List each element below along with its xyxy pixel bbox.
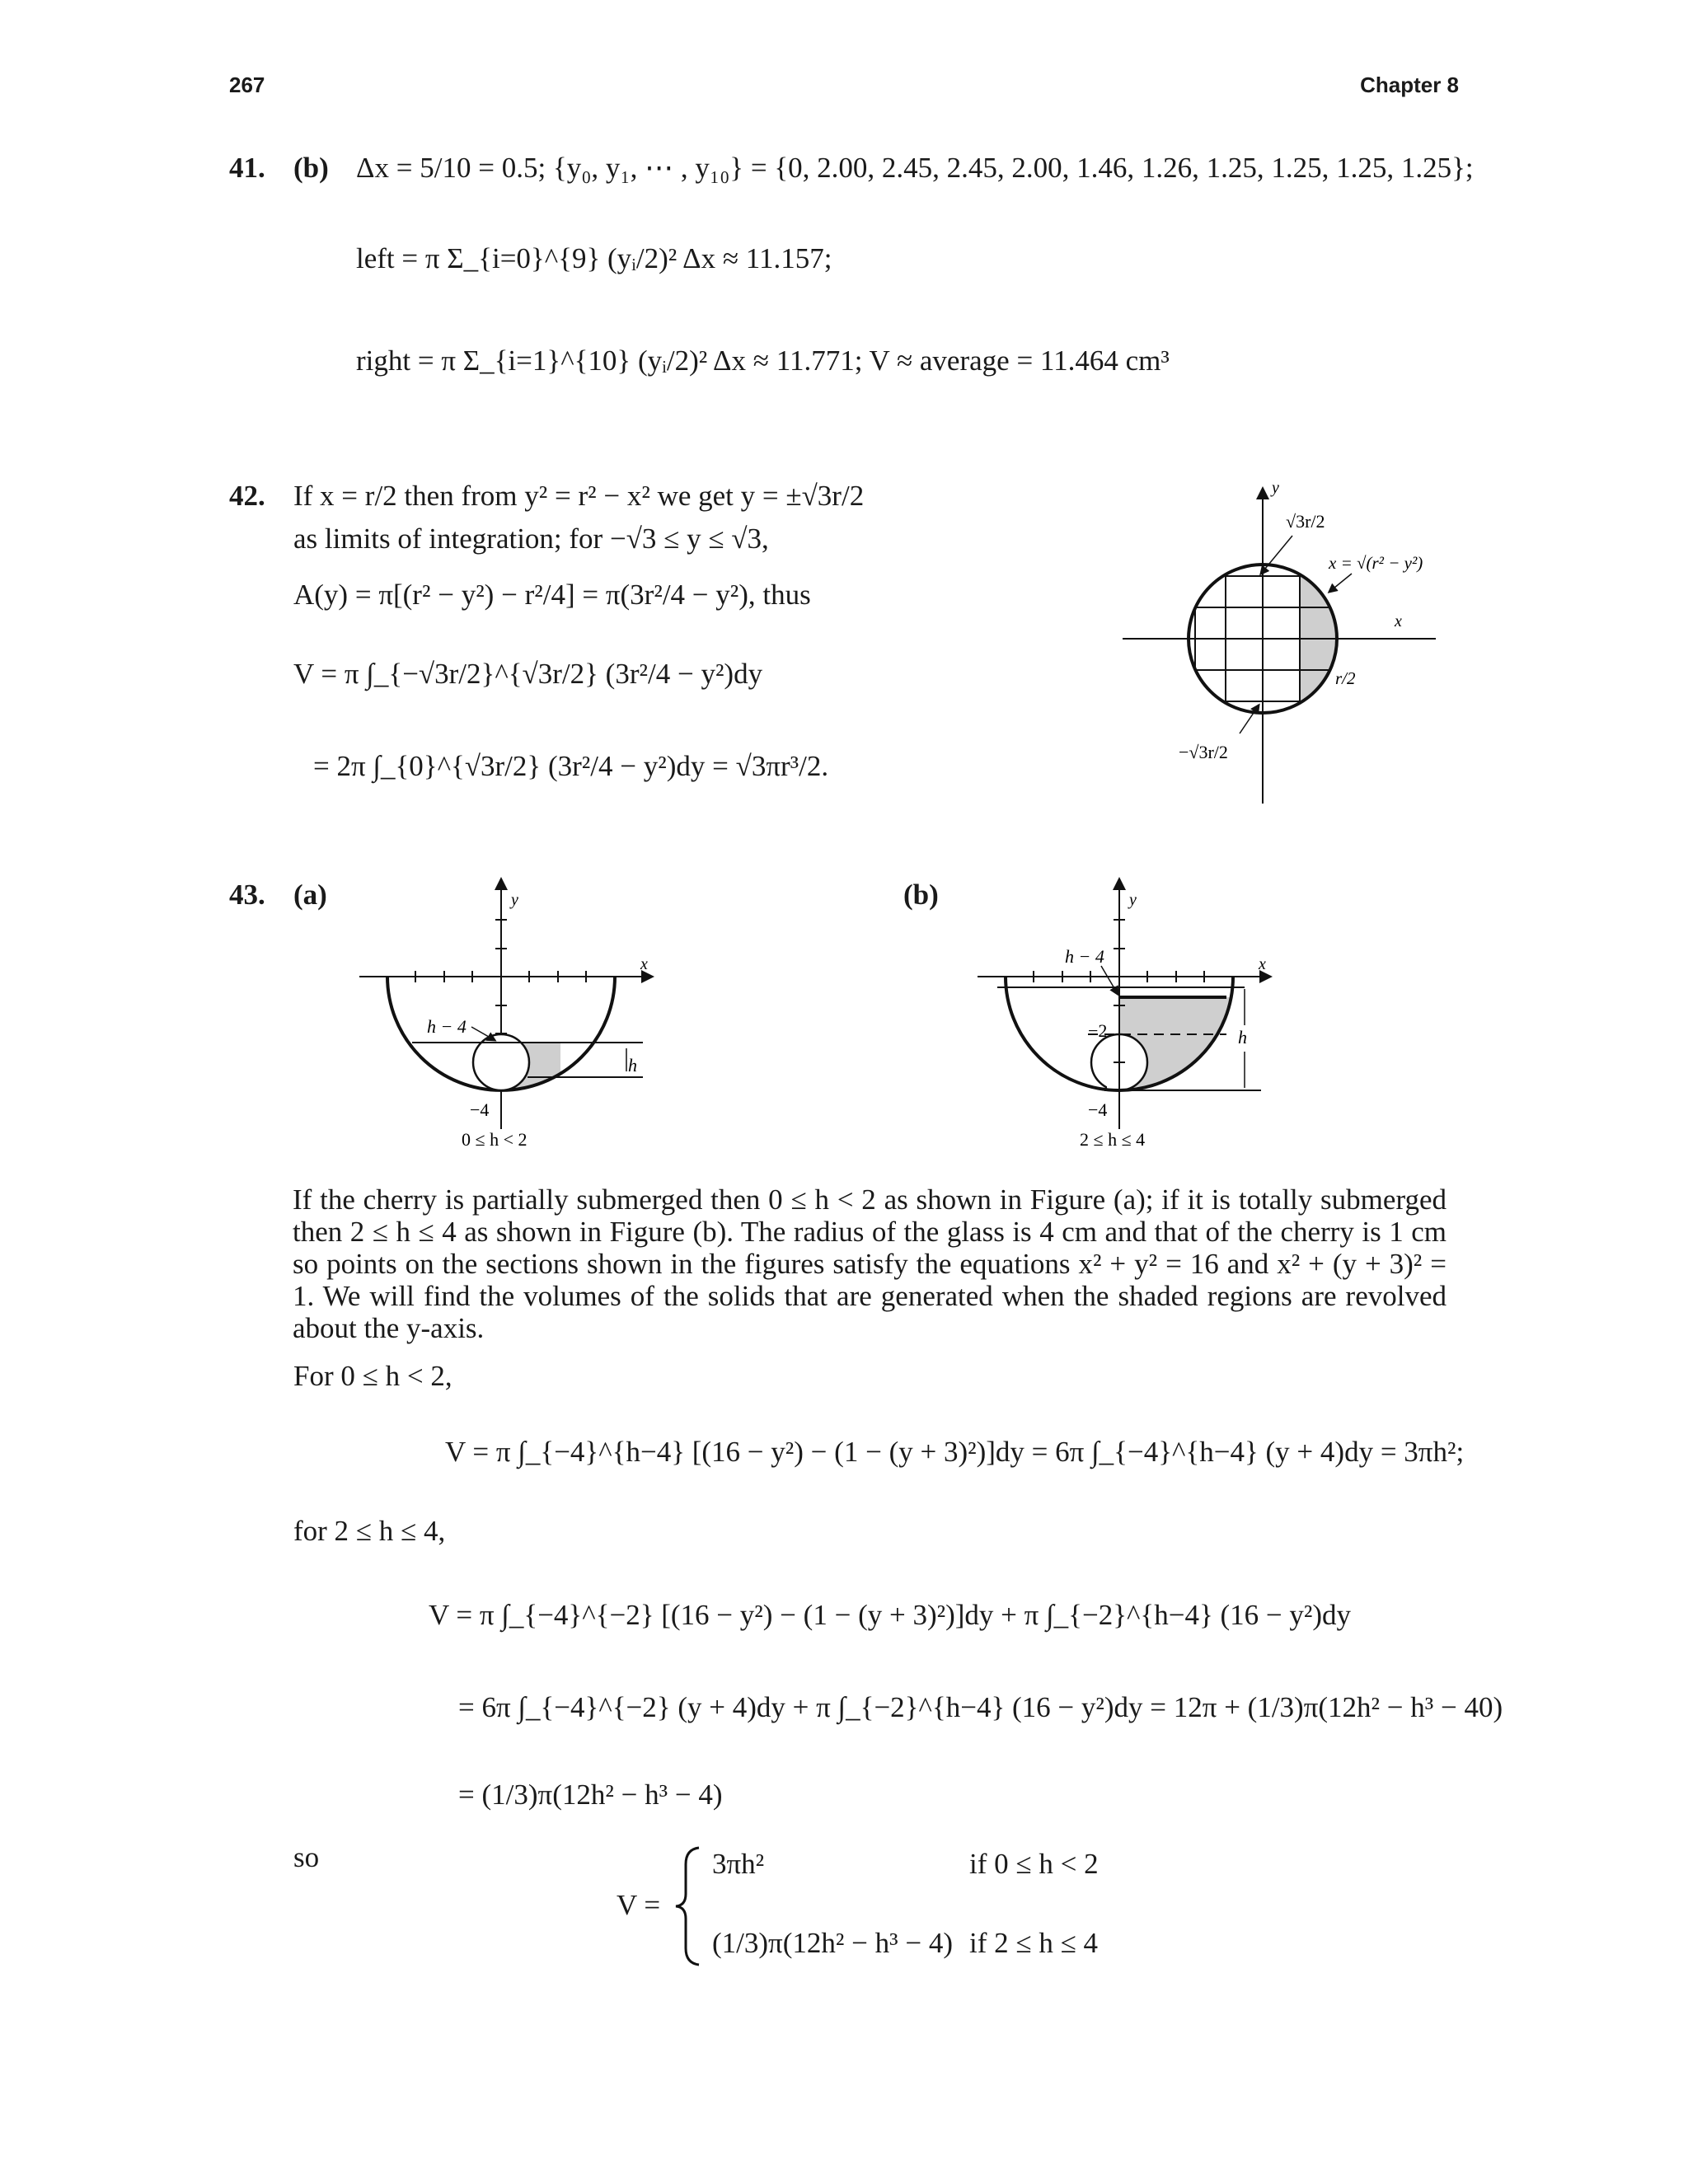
p42-line-3: A(y) = π[(r² − y²) − r²/4] = π(3r²/4 − y²), thus — [293, 579, 811, 611]
h-minus-4-arrow — [471, 1027, 495, 1040]
y-axis-label: y — [1129, 891, 1137, 909]
so-label: so — [293, 1841, 320, 1873]
curve-label: x = √(r² − y²) — [1329, 553, 1423, 573]
case-2-condition: if 2 ≤ h ≤ 4 — [969, 1927, 1099, 1959]
problem-43-paragraph: If the cherry is partially submerged then 0 ≤ h < 2 as shown in Figure (a); if it is totally submerged then 2 ≤ h ≤ 4 as shown in Figure (b). The radius of the glass is 4 cm and that of the cherry is 1 cm so points on the sections shown in the figures satisfy the equations x² + y² = 16 and x² + (y + 3)² = 1. We will find the volumes of the solids that are generated when the shaded regions are revolved about the y-axis. — [293, 1183, 1447, 1344]
p42-line-4: V = π ∫_{−√3r/2}^{√3r/2} (3r²/4 − y²)dy — [293, 658, 763, 690]
cherry-gap — [1107, 1071, 1119, 1096]
x-axis-label: x — [1395, 612, 1402, 630]
p41-line-1: Δx = 5/10 = 0.5; {y₀, y₁, ⋯ , y₁₀} = {0, 2.00, 2.45, 2.45, 2.00, 1.46, 1.26, 1.25, 1.25, 1.25, 1.25}; — [356, 152, 1474, 184]
figure-a-label: (a) — [293, 879, 327, 911]
x-axis-label: x — [1259, 955, 1266, 973]
minus-2-label: −2 — [1088, 1020, 1108, 1041]
bottom-limit-label: −√3r/2 — [1179, 742, 1228, 762]
minus-4-label: −4 — [470, 1099, 490, 1120]
p41-line-3: right = π Σ_{i=1}^{10} (yᵢ/2)² Δx ≈ 11.771; V ≈ average = 11.464 cm³ — [356, 344, 1170, 377]
problem-number-43: 43. — [229, 879, 265, 911]
p41-line-2: left = π Σ_{i=0}^{9} (yᵢ/2)² Δx ≈ 11.157; — [356, 242, 832, 274]
range-label: 0 ≤ h < 2 — [462, 1129, 528, 1150]
equation-1: V = π ∫_{−4}^{h−4} [(16 − y²) − (1 − (y + 3)²)]dy = 6π ∫_{−4}^{h−4} (y + 4)dy = 3πh²; — [445, 1436, 1465, 1468]
equation-4: = (1/3)π(12h² − h³ − 4) — [458, 1779, 723, 1811]
x-axis-label: x — [640, 955, 648, 973]
h-minus-4-arrow — [1101, 966, 1118, 994]
problem-number-42: 42. — [229, 480, 265, 512]
y-axis-label: y — [1272, 479, 1279, 497]
problem-41-part: (b) — [293, 152, 329, 184]
figure-43b — [964, 874, 1294, 1154]
p42-line-1: If x = r/2 then from y² = r² − x² we get y = ±√3r/2 — [293, 480, 865, 512]
problem-number-41: 41. — [229, 152, 265, 184]
case-2-expression: (1/3)π(12h² − h³ − 4) — [712, 1927, 953, 1959]
h-label: h — [628, 1055, 637, 1076]
equation-2: V = π ∫_{−4}^{−2} [(16 − y²) − (1 − (y + 3)²)]dy + π ∫_{−2}^{h−4} (16 − y²)dy — [429, 1599, 1352, 1631]
equation-3: = 6π ∫_{−4}^{−2} (y + 4)dy + π ∫_{−2}^{h−4} (16 − y²)dy = 12π + (1/3)π(12h² − h³ − 40) — [458, 1691, 1503, 1723]
h-minus-4-label: h − 4 — [1065, 946, 1104, 967]
r-half-label: r/2 — [1335, 668, 1356, 688]
p42-line-5: = 2π ∫_{0}^{√3r/2} (3r²/4 − y²)dy = √3πr³/2. — [313, 750, 829, 782]
case-1-expression: 3πh² — [712, 1848, 765, 1880]
case-2-intro: for 2 ≤ h ≤ 4, — [293, 1515, 446, 1547]
figure-b-label: (b) — [903, 879, 939, 911]
chapter-title: Chapter 8 — [1360, 73, 1459, 97]
h-label: h — [1238, 1027, 1247, 1047]
v-equals: V = — [617, 1889, 661, 1921]
minus-4-label: −4 — [1088, 1099, 1108, 1120]
case-1-condition: if 0 ≤ h < 2 — [969, 1848, 1099, 1880]
page-number: 267 — [229, 73, 265, 97]
figure-43a — [346, 874, 676, 1154]
case-1-intro: For 0 ≤ h < 2, — [293, 1360, 452, 1392]
curve-arrow — [1329, 574, 1352, 592]
y-axis-label: y — [511, 891, 518, 909]
left-brace — [673, 1844, 706, 1968]
top-limit-label: √3r/2 — [1286, 511, 1325, 532]
p42-line-2: as limits of integration; for −√3 ≤ y ≤ √3, — [293, 523, 769, 555]
figure-42 — [1113, 478, 1459, 808]
range-label: 2 ≤ h ≤ 4 — [1080, 1129, 1146, 1150]
h-minus-4-label: h − 4 — [427, 1016, 467, 1037]
